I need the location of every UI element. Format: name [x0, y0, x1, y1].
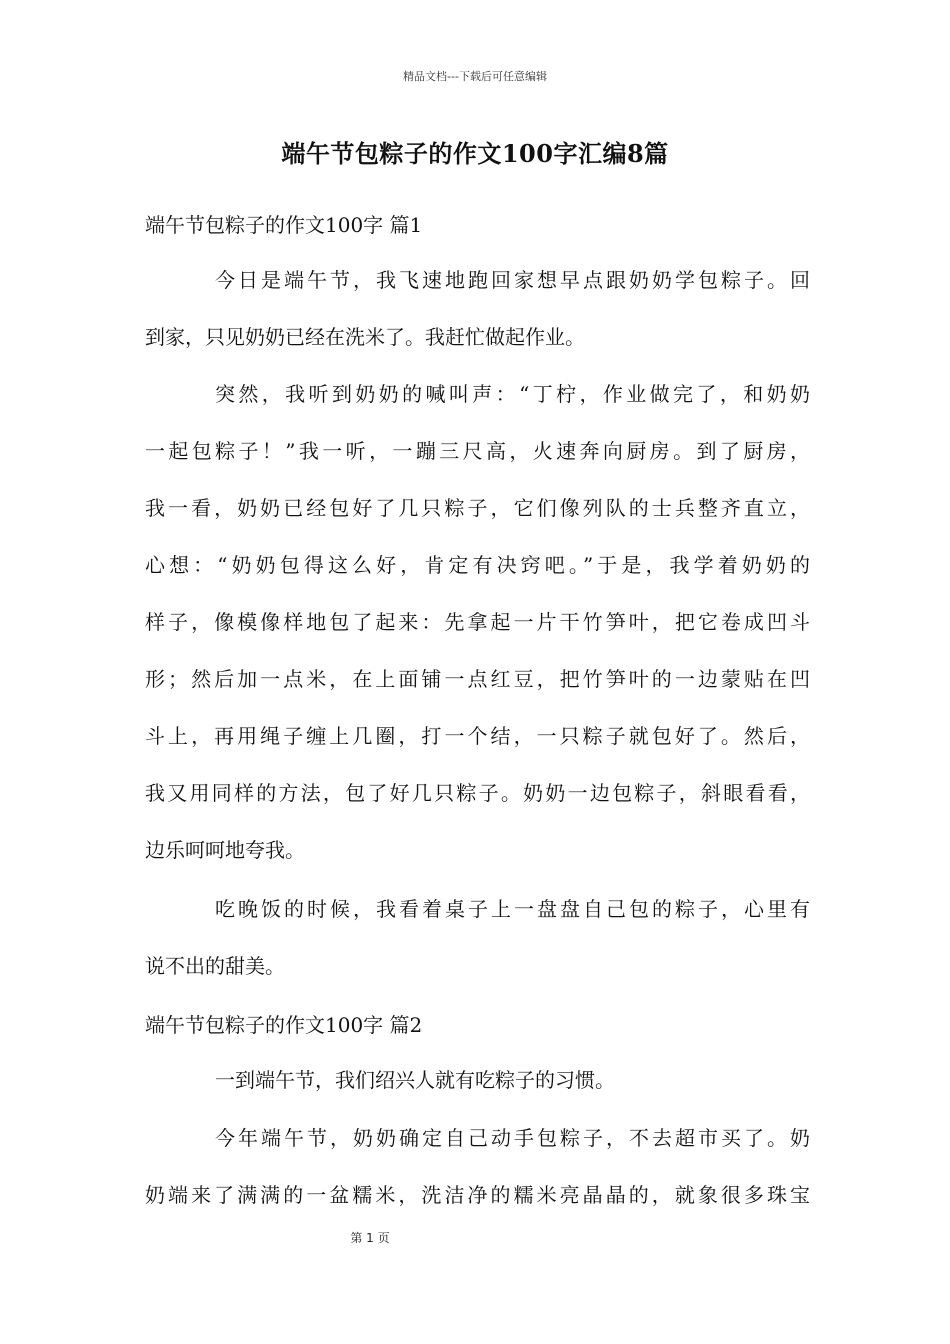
paragraph-line: 说不出的甜美。 [145, 954, 285, 978]
paragraph-line: 边乐呵呵地夸我。 [145, 838, 305, 862]
document-title: 端午节包粽子的作文100字汇编8篇 [281, 139, 669, 168]
paragraph-line: 一起包粽子！”我一听，一蹦三尺高，火速奔向厨房。到了厨房， [145, 439, 810, 463]
paragraph-line: 我一看，奶奶已经包好了几只粽子，它们像列队的士兵整齐直立， [145, 496, 810, 520]
page-number: 第 1 页 [350, 1231, 390, 1245]
section-heading: 端午节包粽子的作文100字 篇2 [145, 1013, 423, 1037]
paragraph-line: 突然，我听到奶奶的喊叫声：“丁柠，作业做完了，和奶奶 [215, 382, 810, 406]
paragraph-line: 今日是端午节，我飞速地跑回家想早点跟奶奶学包粽子。回 [215, 268, 810, 292]
paragraph-line: 我又用同样的方法，包了好几只粽子。奶奶一边包粽子，斜眼看看， [145, 781, 810, 805]
paragraph-line: 样子，像模像样地包了起来：先拿起一片干竹笋叶，把它卷成凹斗 [145, 610, 810, 634]
paragraph-line: 一到端午节，我们绍兴人就有吃粽子的习惯。 [215, 1068, 615, 1092]
paragraph-line: 形；然后加一点米，在上面铺一点红豆，把竹笋叶的一边蒙贴在凹 [145, 667, 810, 691]
paragraph-line: 奶端来了满满的一盆糯米，洗洁净的糯米亮晶晶的，就象很多珠宝 [145, 1183, 810, 1207]
section-heading: 端午节包粽子的作文100字 篇1 [145, 213, 423, 237]
paragraph-line: 今年端午节，奶奶确定自己动手包粽子，不去超市买了。奶 [215, 1126, 810, 1150]
paragraph-line: 斗上，再用绳子缠上几圈，打一个结，一只粽子就包好了。然后， [145, 724, 810, 748]
paragraph-line: 到家，只见奶奶已经在洗米了。我赶忙做起作业。 [145, 325, 585, 349]
paragraph-line: 吃晚饭的时候，我看着桌子上一盘盘自己包的粽子，心里有 [215, 897, 810, 921]
paragraph-line: 心想：“奶奶包得这么好，肯定有决窍吧。”于是，我学着奶奶的 [145, 553, 810, 577]
header-note: 精品文档---下载后可任意编辑 [403, 70, 547, 83]
